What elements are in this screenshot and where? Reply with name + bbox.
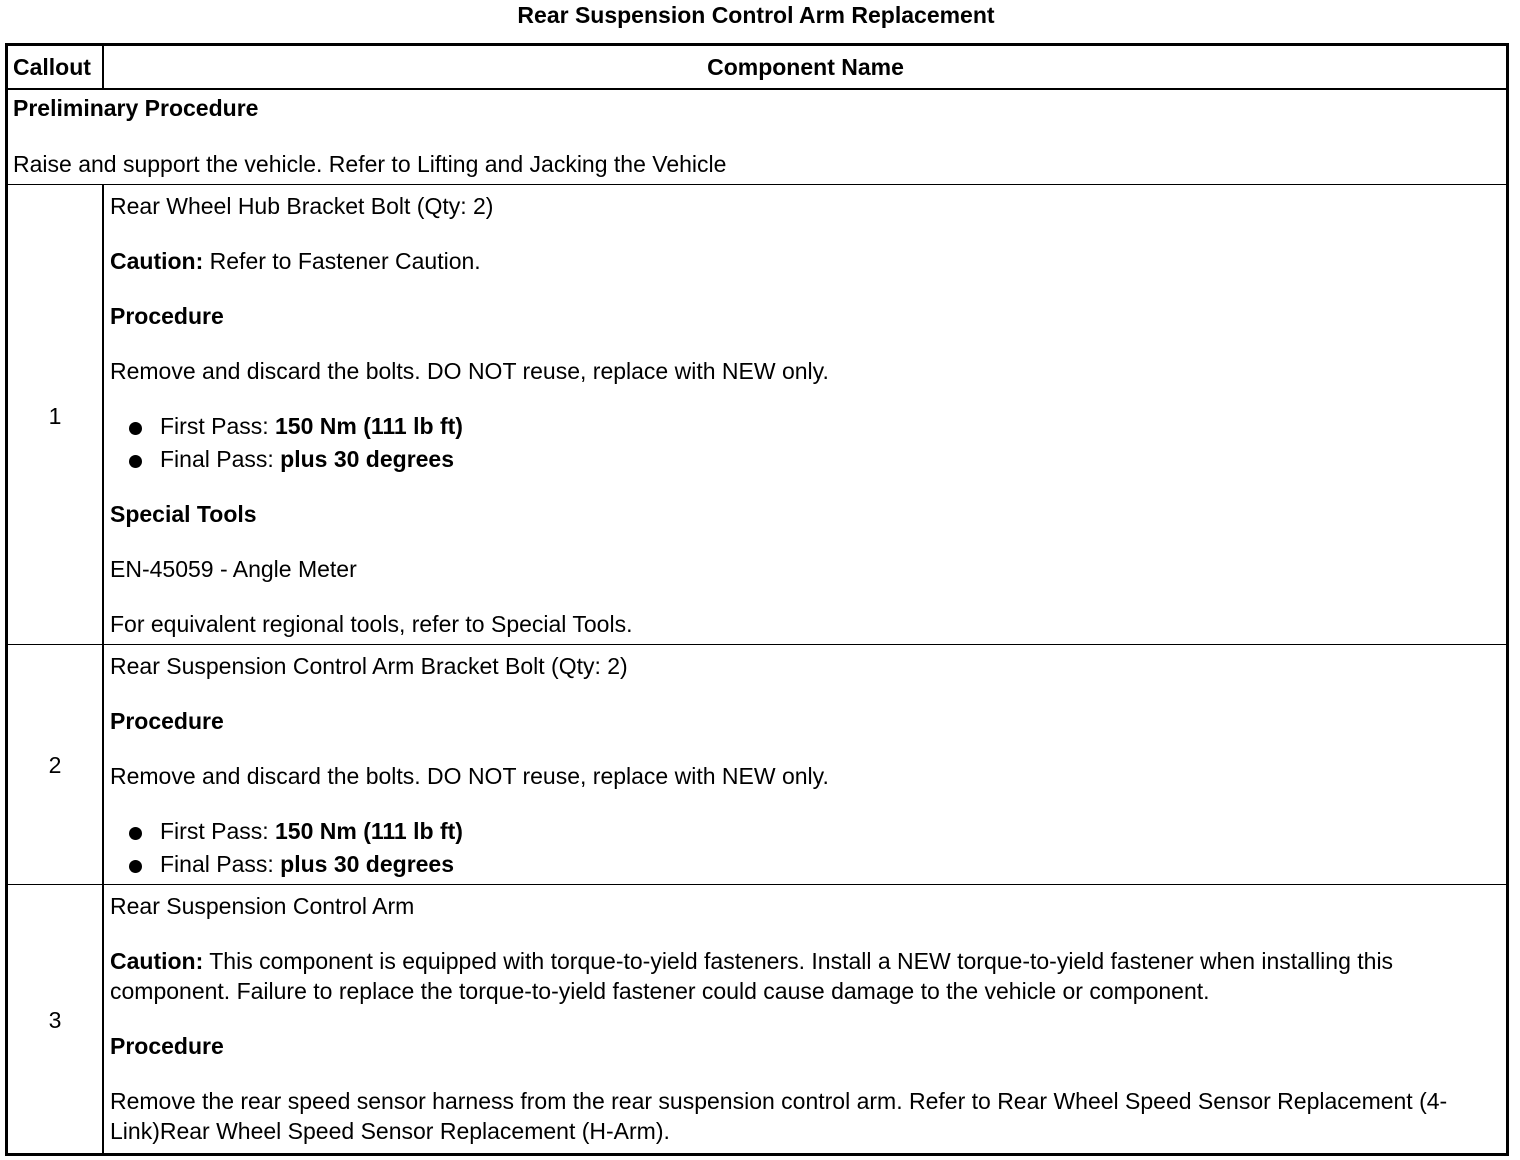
caution-label: Caution: xyxy=(110,248,204,274)
bullet-label: Final Pass: xyxy=(160,851,281,877)
bullet-item xyxy=(160,849,454,879)
procedure-text: Remove and discard the bolts. DO NOT reuse, replace with NEW only. xyxy=(110,763,829,789)
caution-paragraph xyxy=(110,946,1490,1006)
caution-text: Refer to Fastener Caution. xyxy=(203,248,481,274)
callout-number: 3 xyxy=(48,1007,62,1033)
procedure-text: Remove the rear speed sensor harness from the rear suspension control arm. Refer to Rear Wheel Speed Sensor Replacement (4-Link)Rear Wheel Speed Sensor Replacement (H-Arm). xyxy=(110,1088,1448,1144)
special-tools-heading: Special Tools xyxy=(110,501,257,527)
column-header-callout: Callout xyxy=(13,54,91,80)
procedure-text: Remove and discard the bolts. DO NOT reuse, replace with NEW only. xyxy=(110,358,829,384)
header-divider xyxy=(8,88,1506,90)
bullet-icon xyxy=(129,455,142,468)
component-name: Rear Suspension Control Arm xyxy=(110,893,415,919)
procedure-heading: Procedure xyxy=(110,1033,224,1059)
callout-number: 1 xyxy=(48,403,62,429)
column-divider-header xyxy=(102,46,104,88)
bullet-item xyxy=(160,411,463,441)
preliminary-heading: Preliminary Procedure xyxy=(13,95,259,121)
bullet-label: Final Pass: xyxy=(160,446,281,472)
bullet-value: plus 30 degrees xyxy=(280,851,455,877)
bullet-icon xyxy=(129,827,142,840)
bullet-label: First Pass: xyxy=(160,413,276,439)
procedure-heading: Procedure xyxy=(110,708,224,734)
column-header-component-name: Component Name xyxy=(707,54,904,80)
special-tool: EN-45059 - Angle Meter xyxy=(110,556,357,582)
component-name: Rear Suspension Control Arm Bracket Bolt (Qty: 2) xyxy=(110,653,628,679)
preliminary-text: Raise and support the vehicle. Refer to Lifting and Jacking the Vehicle xyxy=(13,151,727,177)
caution-label: Caution: xyxy=(110,948,204,974)
bullet-value: 150 Nm (111 lb ft) xyxy=(275,818,463,844)
bullet-item xyxy=(160,816,463,846)
row-divider xyxy=(8,644,1506,645)
column-divider xyxy=(102,184,104,1153)
document-title: Rear Suspension Control Arm Replacement xyxy=(517,2,995,28)
bullet-icon xyxy=(129,422,142,435)
bullet-value: plus 30 degrees xyxy=(280,446,455,472)
procedure-table xyxy=(5,43,1509,1156)
row-divider xyxy=(8,884,1506,885)
component-name: Rear Wheel Hub Bracket Bolt (Qty: 2) xyxy=(110,193,494,219)
caution-line xyxy=(110,246,481,276)
bullet-item xyxy=(160,444,454,474)
bullet-value: 150 Nm (111 lb ft) xyxy=(275,413,463,439)
bullet-icon xyxy=(129,860,142,873)
special-tools-note: For equivalent regional tools, refer to Special Tools. xyxy=(110,611,633,637)
bullet-label: First Pass: xyxy=(160,818,276,844)
row-divider xyxy=(8,184,1506,185)
procedure-heading: Procedure xyxy=(110,303,224,329)
callout-number: 2 xyxy=(48,752,62,778)
caution-text: This component is equipped with torque-to-yield fasteners. Install a NEW torque-to-yield fastener when installing this component. Failure to replace the torque-to-yield fastener could cause damage to the vehicle or component. xyxy=(110,948,1394,1004)
